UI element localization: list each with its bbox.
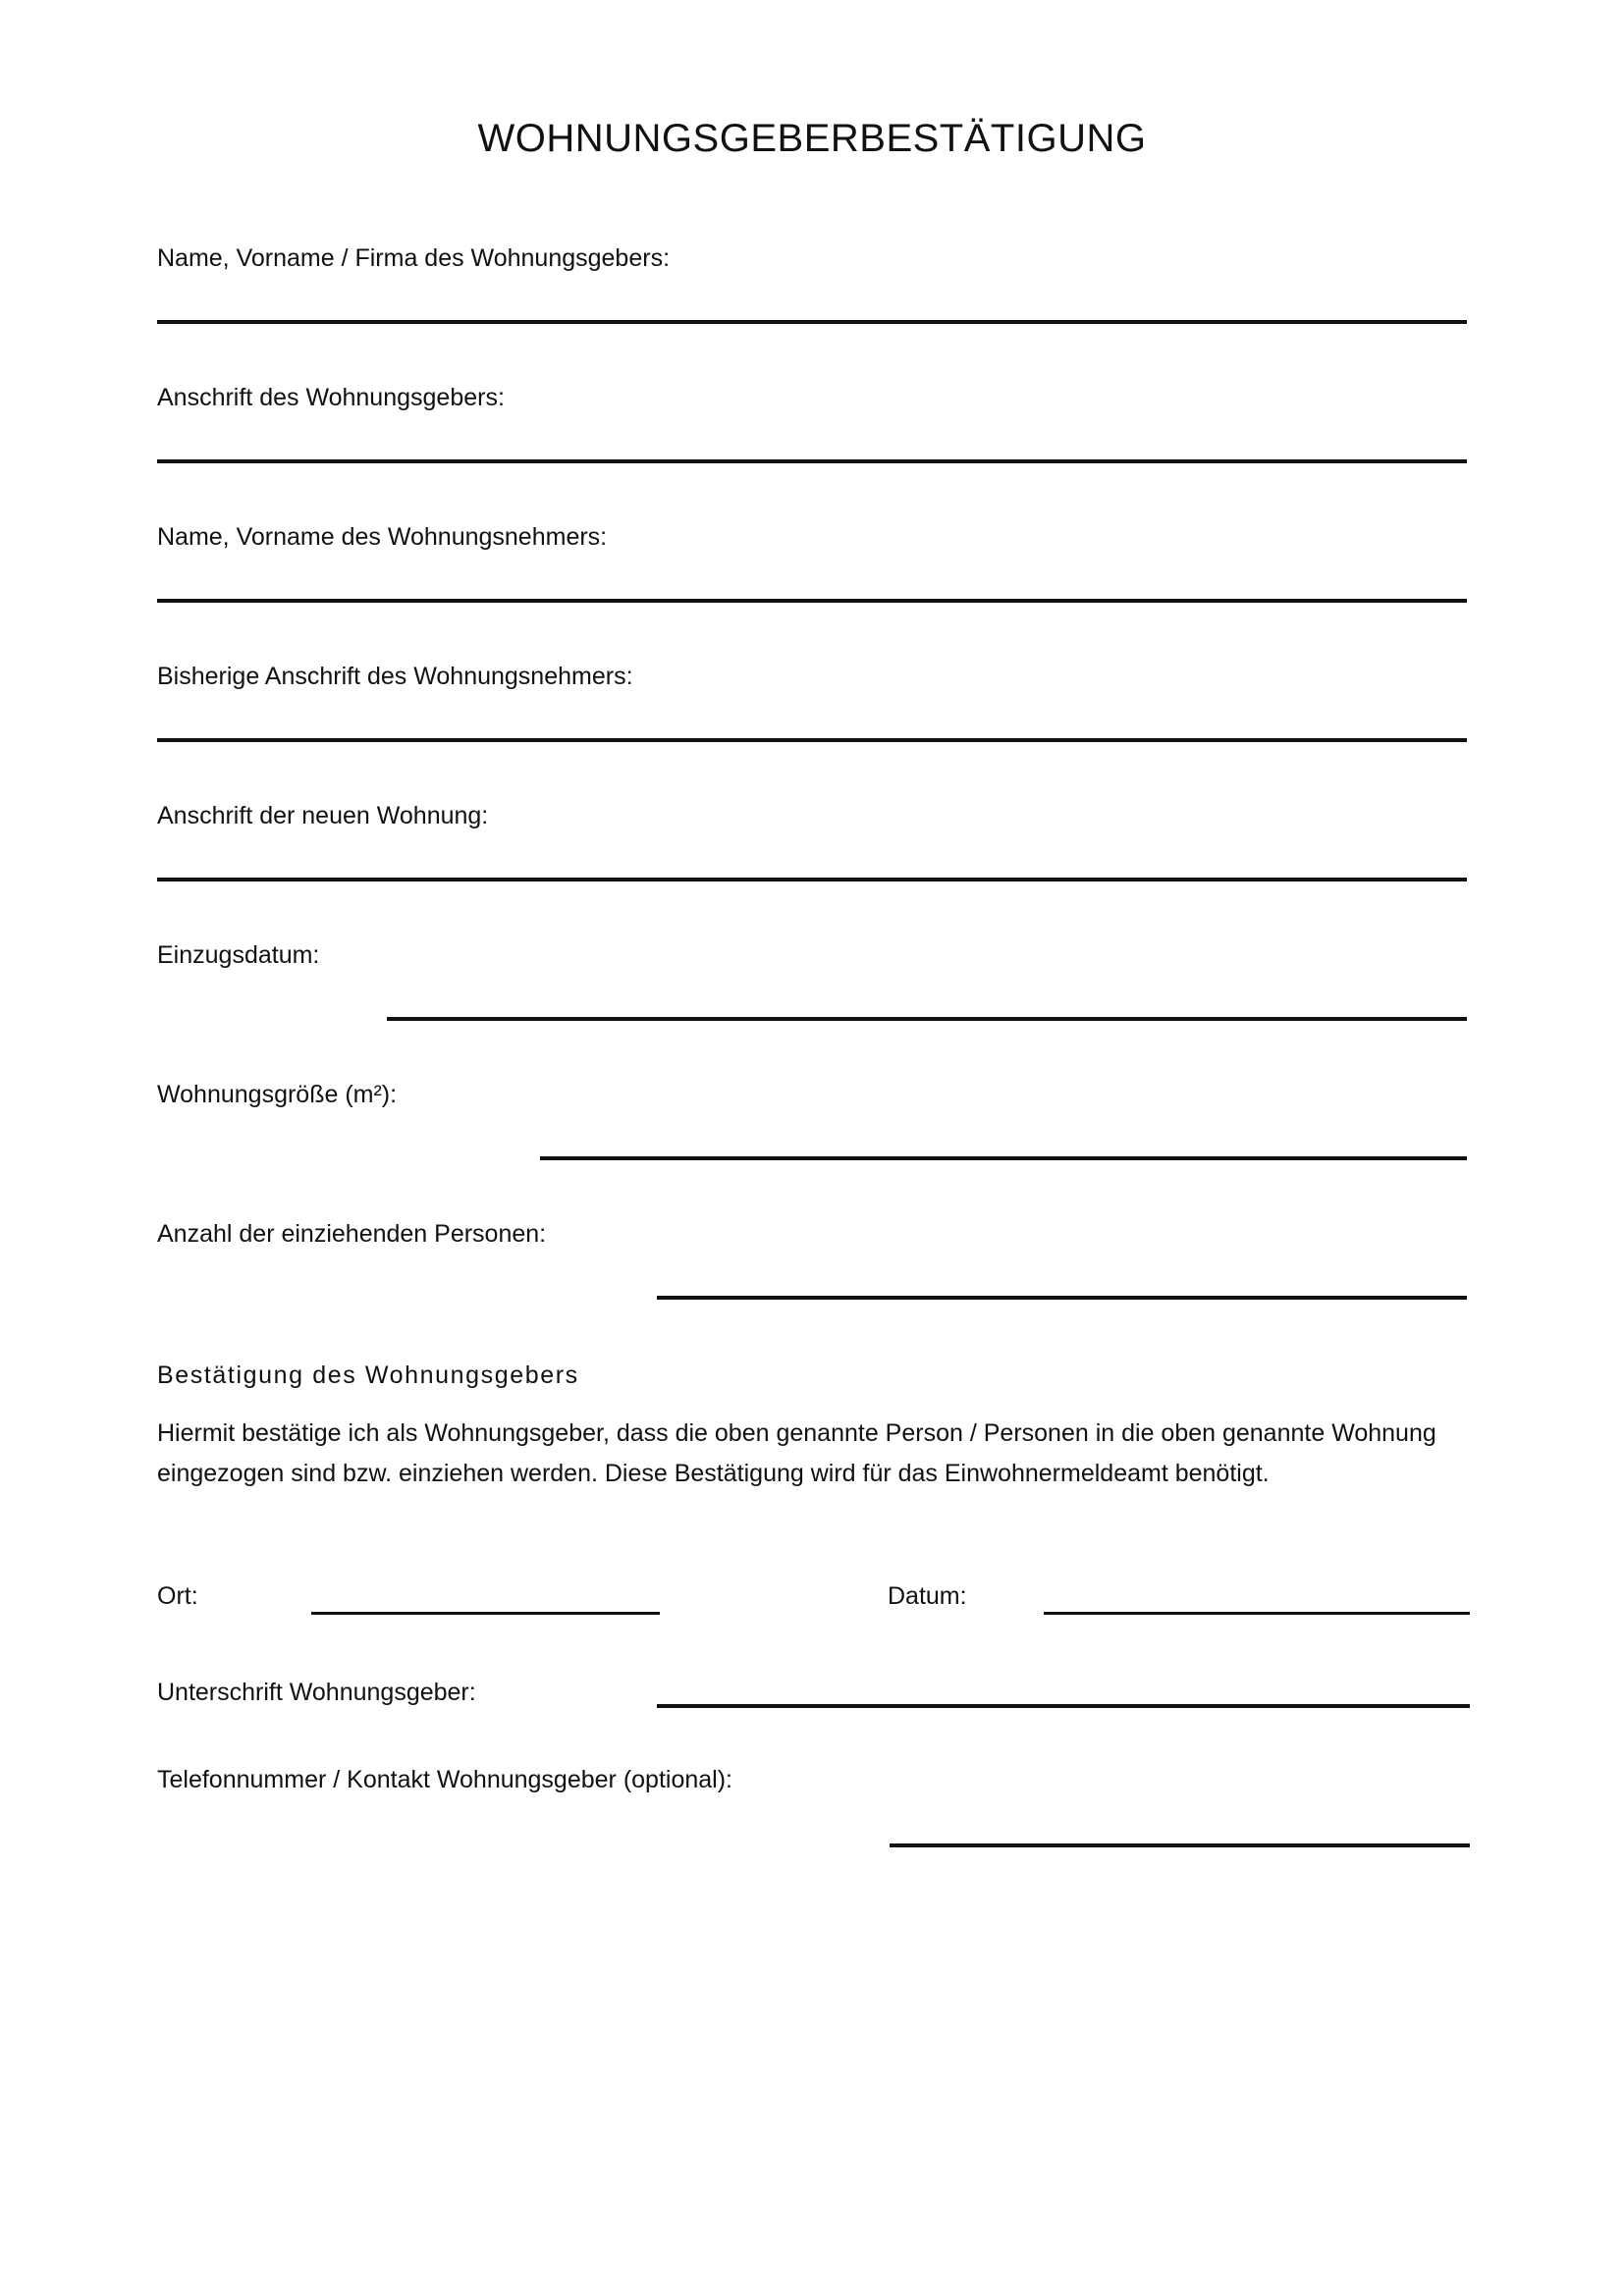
ort-input-line[interactable] [311, 1612, 660, 1615]
telefon-label: Telefonnummer / Kontakt Wohnungsgeber (optional): [157, 1766, 732, 1793]
field-wohnungsgeber-name [157, 243, 1467, 383]
field-einzugsdatum [157, 940, 1467, 1080]
field-label: Anschrift des Wohnungsgebers: [157, 384, 505, 411]
field-anzahl-personen [157, 1219, 1467, 1359]
wohnungsnehmer-bisherige-anschrift-input-line[interactable] [157, 738, 1467, 742]
field-wohnungsgeber-anschrift [157, 383, 1467, 522]
datum-input-line[interactable] [1044, 1612, 1470, 1615]
form-fields [157, 243, 1467, 1359]
page-title: WOHNUNGSGEBERBESTÄTIGUNG [477, 117, 1147, 160]
unterschrift-label: Unterschrift Wohnungsgeber: [157, 1679, 476, 1706]
field-neue-wohnung-anschrift [157, 801, 1467, 940]
confirmation-text: Hiermit bestätige ich als Wohnungsgeber, dass die oben genannte Person / Personen in die oben genannte Wohnung eingezogen sind bzw. einziehen werden. Diese Bestätigung wird für das Einwohnermeldeamt benötigt. [157, 1419, 1436, 1487]
field-label: Name, Vorname / Firma des Wohnungsgebers: [157, 244, 671, 272]
wohnungsgeber-name-input-line[interactable] [157, 320, 1467, 324]
signature-section [157, 1581, 1467, 1905]
field-label: Einzugsdatum: [157, 941, 320, 969]
ort-label: Ort: [157, 1582, 198, 1610]
wohnungsnehmer-name-input-line[interactable] [157, 599, 1467, 603]
field-label: Wohnungsgröße (m²): [157, 1081, 398, 1108]
confirmation-heading: Bestätigung des Wohnungsgebers [157, 1362, 579, 1389]
unterschrift-input-line[interactable] [657, 1704, 1470, 1708]
field-label: Anzahl der einziehenden Personen: [157, 1220, 547, 1248]
field-wohnungsnehmer-name [157, 522, 1467, 662]
wohnungsgeber-anschrift-input-line[interactable] [157, 459, 1467, 463]
einzugsdatum-input-line[interactable] [387, 1017, 1467, 1021]
telefon-input-line[interactable] [890, 1843, 1470, 1847]
field-wohnungsnehmer-bisherige-anschrift [157, 662, 1467, 801]
anzahl-personen-input-line[interactable] [657, 1296, 1467, 1300]
datum-label: Datum: [888, 1582, 967, 1610]
field-label: Bisherige Anschrift des Wohnungsnehmers: [157, 663, 633, 690]
field-label: Anschrift der neuen Wohnung: [157, 802, 489, 829]
field-label: Name, Vorname des Wohnungsnehmers: [157, 523, 608, 551]
confirmation-section [157, 1361, 1467, 1494]
wohnungsgroesse-input-line[interactable] [540, 1156, 1467, 1160]
field-wohnungsgroesse [157, 1080, 1467, 1219]
neue-wohnung-anschrift-input-line[interactable] [157, 878, 1467, 881]
